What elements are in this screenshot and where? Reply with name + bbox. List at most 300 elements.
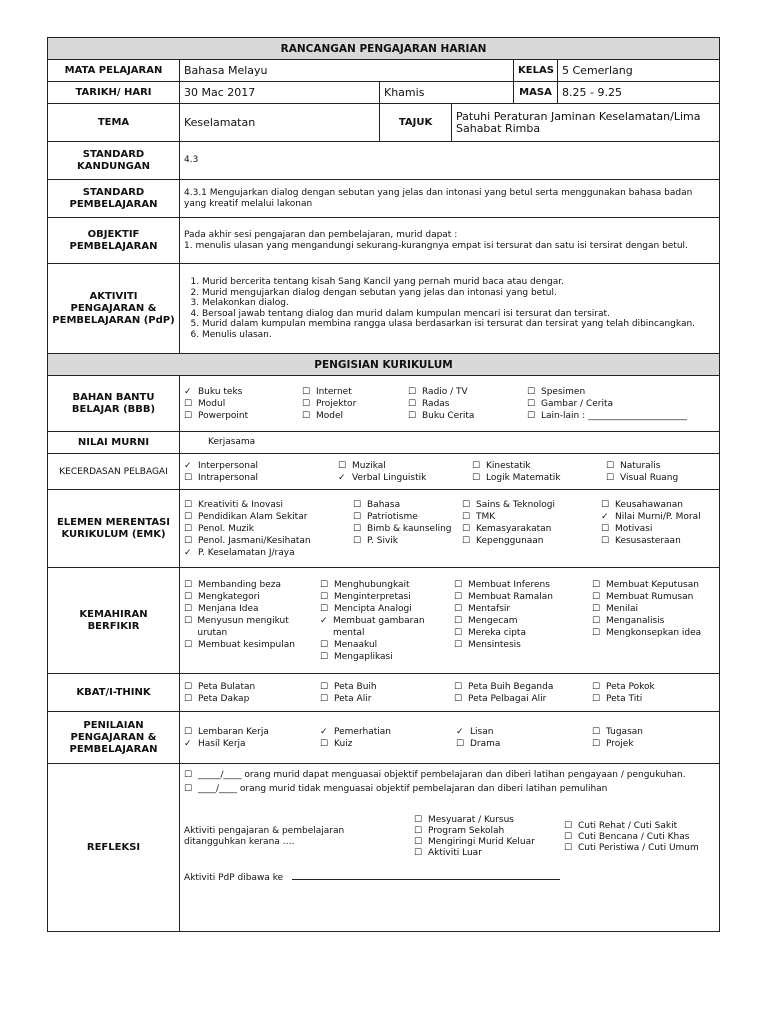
checkbox-icon[interactable]: ☐: [527, 386, 536, 397]
checkbox-icon[interactable]: ☐: [592, 579, 601, 590]
checklist-item[interactable]: [184, 547, 349, 559]
checklist-column: [353, 499, 458, 559]
checklist-item-label: Visual Ruang: [620, 472, 679, 483]
checkbox-icon[interactable]: ✓: [184, 738, 192, 749]
checklist-item-label: Mensintesis: [468, 639, 521, 650]
checklist-item[interactable]: [564, 843, 704, 854]
day-value: Khamis: [380, 82, 514, 104]
checklist-item-label: Kreativiti & Inovasi: [198, 499, 283, 510]
time-value: 8.25 - 9.25: [558, 82, 720, 104]
checklist-item-label: Mencipta Analogi: [334, 603, 412, 614]
checklist-item-label: Peta Dakap: [198, 693, 250, 704]
checklist-item-label: Membuat Ramalan: [468, 591, 553, 602]
checklist-item-label: Spesimen: [541, 386, 586, 397]
checklist-item[interactable]: [353, 535, 458, 547]
checkbox-icon[interactable]: ☐: [472, 460, 481, 471]
checkbox-icon[interactable]: ☐: [454, 603, 463, 614]
checklist-item[interactable]: [606, 472, 716, 484]
checklist-item-label: Mesyuarat / Kursus: [428, 815, 514, 825]
checkbox-icon[interactable]: ☐: [353, 499, 362, 510]
checklist-item[interactable]: [338, 460, 468, 472]
checklist-item[interactable]: [454, 681, 588, 693]
checklist-item-label: Pendidikan Alam Sekitar: [198, 511, 308, 522]
postpone-reasons-a: [414, 815, 564, 859]
checkbox-icon[interactable]: ☐: [320, 603, 329, 614]
checklist-item[interactable]: [456, 726, 588, 738]
checkbox-icon[interactable]: ☐: [184, 535, 193, 546]
checklist-item[interactable]: [353, 511, 458, 523]
checkbox-icon[interactable]: ☐: [338, 460, 347, 471]
checklist-item[interactable]: [592, 579, 722, 591]
checkbox-icon[interactable]: ☐: [184, 410, 193, 421]
checklist-item-label: Hasil Kerja: [198, 738, 246, 749]
bbb-label: BAHAN BANTU BELAJAR (BBB): [48, 376, 180, 432]
checklist-item[interactable]: [414, 815, 564, 826]
topic-label: TAJUK: [380, 104, 452, 142]
reflection-line-1: ☐ _____/____ orang murid dapat menguasai objektif pembelajaran dan diberi latihan pengayaan / pengukuhan.: [184, 770, 686, 780]
checklist-item[interactable]: [184, 603, 316, 615]
theme-value: Keselamatan: [180, 104, 380, 142]
checkbox-icon[interactable]: ☐: [472, 472, 481, 483]
checkbox-icon[interactable]: ☐: [184, 499, 193, 510]
carry-over-field[interactable]: [292, 879, 560, 880]
reflection-label: REFLEKSI: [48, 764, 180, 932]
checklist-column: [320, 579, 450, 663]
checkbox-icon[interactable]: ✓: [601, 511, 609, 522]
checkbox-icon[interactable]: ☐: [408, 410, 417, 421]
checkbox-icon[interactable]: ☐: [353, 511, 362, 522]
checkbox-icon[interactable]: ☐: [592, 738, 601, 749]
checkbox-icon[interactable]: ☐: [184, 681, 193, 692]
checklist-item-label: Membuat Keputusan: [606, 579, 699, 590]
checklist-item-label: Muzikal: [352, 460, 386, 471]
checkbox-icon[interactable]: ☐: [302, 410, 311, 421]
checklist-item[interactable]: [592, 738, 722, 750]
checklist-item[interactable]: [184, 535, 349, 547]
theme-label: TEMA: [48, 104, 180, 142]
checklist-item[interactable]: [462, 523, 597, 535]
checklist-item[interactable]: [414, 837, 564, 848]
learning-standard-value: 4.3.1 Mengujarkan dialog dengan sebutan yang jelas dan intonasi yang betul serta menggunakan bahasa badan yang kreatif melalui lakonan: [180, 180, 720, 218]
lesson-plan-table: [47, 37, 720, 932]
checklist-item[interactable]: [472, 472, 602, 484]
checkbox-icon[interactable]: ☐: [184, 591, 193, 602]
checklist-item[interactable]: [184, 499, 349, 511]
checklist-item-label: Cuti Bencana / Cuti Khas: [578, 831, 690, 842]
checklist-item[interactable]: [320, 681, 450, 693]
assessment-label: PENILAIAN PENGAJARAN & PEMBELAJARAN: [48, 712, 180, 764]
checklist-item-label: Mentafsir: [468, 603, 511, 614]
checkbox-icon[interactable]: ☐: [184, 472, 193, 483]
checkbox-icon[interactable]: ☐: [408, 386, 417, 397]
checklist-item-label: Penol. Jasmani/Kesihatan: [198, 535, 311, 546]
checklist-item-label: Menghubungkait: [334, 579, 410, 590]
checkbox-icon[interactable]: ☐: [302, 398, 311, 409]
checkbox-icon[interactable]: ☐: [527, 398, 536, 409]
checklist-item[interactable]: [320, 639, 450, 651]
checklist-item[interactable]: [320, 693, 450, 705]
checklist-item[interactable]: [462, 511, 597, 523]
checklist-item-label: Sains & Teknologi: [476, 499, 556, 510]
date-label: TARIKH/ HARI: [48, 82, 180, 104]
checklist-item[interactable]: [454, 639, 588, 651]
checklist-item[interactable]: [184, 410, 298, 422]
checklist-item[interactable]: [592, 726, 722, 738]
checkbox-icon[interactable]: ☐: [462, 523, 471, 534]
date-value: 30 Mac 2017: [180, 82, 380, 104]
checklist-item-label: Lisan: [470, 726, 494, 737]
checklist-item-label: Aktiviti Luar: [428, 848, 482, 858]
checklist-item[interactable]: [184, 523, 349, 535]
checklist-item[interactable]: [184, 591, 316, 603]
thinking-skills-grid: [184, 579, 715, 663]
checkbox-icon[interactable]: ☐: [184, 693, 193, 704]
checklist-item[interactable]: [320, 591, 450, 603]
checklist-item-label: Buku teks: [198, 386, 243, 397]
checkbox-icon[interactable]: ☐: [184, 511, 193, 522]
checkbox-icon[interactable]: ☐: [592, 615, 601, 626]
checklist-item-label: Program Sekolah: [428, 826, 505, 836]
checklist-item[interactable]: [472, 460, 602, 472]
checkbox-icon[interactable]: ☐: [414, 826, 423, 836]
checkbox-icon[interactable]: ☐: [184, 523, 193, 534]
checklist-item-label: Motivasi: [615, 523, 653, 534]
reflection-cell: [180, 764, 720, 932]
checklist-item-label: Projektor: [316, 398, 357, 409]
checklist-item-label: Mereka cipta: [468, 627, 526, 638]
checkbox-icon[interactable]: ✓: [184, 460, 192, 471]
class-value: 5 Cemerlang: [558, 60, 720, 82]
multiple-intelligence-grid: [184, 460, 715, 484]
lesson-plan-page: [47, 37, 719, 932]
checklist-item-label: Mengecam: [468, 615, 518, 626]
checkbox-icon[interactable]: ☐: [592, 627, 601, 638]
checkbox-icon[interactable]: ☐: [601, 535, 610, 546]
checkbox-icon[interactable]: ☐: [320, 651, 329, 662]
checklist-item[interactable]: [320, 579, 450, 591]
checklist-item[interactable]: [184, 460, 334, 472]
content-standard-value: 4.3: [180, 142, 720, 180]
checklist-item[interactable]: [414, 848, 564, 859]
checklist-item-label: Membuat kesimpulan: [198, 639, 295, 650]
checkbox-icon[interactable]: ☐: [184, 603, 193, 614]
checkbox-icon[interactable]: ☐: [454, 615, 463, 626]
checkbox-icon[interactable]: ☐: [320, 738, 329, 749]
checklist-item-label: Kinestatik: [486, 460, 531, 471]
learning-standard-label: STANDARD PEMBELAJARAN: [48, 180, 180, 218]
checklist-item[interactable]: [601, 499, 726, 511]
bbb-cell: [180, 376, 720, 432]
checklist-item[interactable]: [184, 472, 334, 484]
checklist-column: [462, 499, 597, 559]
checklist-item-label: Membanding beza: [198, 579, 281, 590]
checklist-item[interactable]: [184, 511, 349, 523]
checkbox-icon[interactable]: ☐: [564, 842, 573, 853]
checklist-item-label: Menyusun mengikut urutan: [197, 615, 289, 638]
checklist-item-label: Peta Buih Beganda: [468, 681, 554, 692]
checkbox-icon[interactable]: ☐: [606, 460, 615, 471]
checklist-item[interactable]: [564, 832, 704, 843]
checklist-item[interactable]: [592, 603, 722, 615]
checklist-item-label: Naturalis: [620, 460, 661, 471]
checklist-item[interactable]: [302, 410, 404, 422]
checkbox-icon[interactable]: ☐: [454, 627, 463, 638]
checklist-item[interactable]: [454, 603, 588, 615]
checklist-item-label: P. Keselamatan J/raya: [198, 547, 295, 558]
list-item: 1. Murid bercerita tentang kisah Sang Kancil yang pernah murid baca atau dengar.: [202, 277, 715, 288]
carry-over-line: Aktiviti PdP dibawa ke: [184, 873, 715, 884]
checklist-item-label: Peta Pelbagai Alir: [468, 693, 547, 704]
checkbox-icon[interactable]: ☐: [462, 499, 471, 510]
checklist-item[interactable]: [454, 591, 588, 603]
checkbox-icon[interactable]: ☐: [606, 472, 615, 483]
bbb-grid: [184, 386, 715, 422]
checkbox-icon[interactable]: ☐: [564, 831, 573, 842]
postpone-reasons-b: [564, 821, 704, 854]
checklist-item[interactable]: [408, 386, 523, 398]
checkbox-icon[interactable]: ☐: [454, 579, 463, 590]
kbat-cell: [180, 674, 720, 712]
checklist-item[interactable]: [184, 738, 316, 750]
checklist-item-label: Model: [316, 410, 344, 421]
checkbox-icon[interactable]: ☐: [454, 639, 463, 650]
emk-label: ELEMEN MERENTASI KURIKULUM (EMK): [48, 490, 180, 568]
checklist-item[interactable]: [462, 535, 597, 547]
activity-cell: [180, 264, 720, 354]
checkbox-icon[interactable]: ☐: [456, 738, 465, 749]
checkbox-icon[interactable]: ✓: [320, 726, 328, 737]
checkbox-icon[interactable]: ☐: [414, 815, 423, 825]
checkbox-icon[interactable]: ☐: [184, 770, 193, 780]
checkbox-icon[interactable]: ☐: [592, 693, 601, 704]
checkbox-icon[interactable]: ☐: [320, 693, 329, 704]
checklist-item[interactable]: [184, 398, 298, 410]
checkbox-icon[interactable]: ☐: [462, 535, 471, 546]
checkbox-icon[interactable]: ☐: [414, 848, 423, 858]
checklist-item-label: Cuti Rehat / Cuti Sakit: [578, 820, 678, 831]
checkbox-icon[interactable]: ✓: [184, 547, 192, 558]
checklist-item-label: Kepenggunaan: [476, 535, 544, 546]
checklist-item-label: Tugasan: [606, 726, 643, 737]
checklist-item-label: Projek: [606, 738, 634, 749]
checklist-item-label: Lain-lain : ______________________: [541, 410, 687, 421]
checklist-item[interactable]: [353, 523, 458, 535]
values-value: Kerjasama: [180, 432, 720, 454]
checklist-item-label: Logik Matematik: [486, 472, 561, 483]
checkbox-icon[interactable]: ✓: [338, 472, 346, 483]
checkbox-icon[interactable]: ☐: [184, 726, 193, 737]
checkbox-icon[interactable]: ☐: [414, 837, 423, 847]
objective-item: 1. menulis ulasan yang mengandungi sekurang-kurangnya empat isi tersurat dan satu isi tersirat dengan betul.: [184, 240, 688, 251]
checklist-item[interactable]: [320, 738, 452, 750]
checkbox-icon[interactable]: ☐: [592, 726, 601, 737]
checkbox-icon[interactable]: ☐: [601, 523, 610, 534]
checkbox-icon[interactable]: ☐: [184, 784, 193, 794]
checklist-item[interactable]: [564, 821, 704, 832]
checkbox-icon[interactable]: ☐: [527, 410, 536, 421]
checkbox-icon[interactable]: ✓: [320, 615, 328, 626]
page-title: RANCANGAN PENGAJARAN HARIAN: [48, 38, 720, 60]
checklist-item[interactable]: [601, 511, 726, 523]
checklist-item[interactable]: [592, 693, 722, 705]
checklist-item-label: Mengaplikasi: [334, 651, 393, 662]
checklist-item[interactable]: [606, 460, 716, 472]
checklist-item[interactable]: [414, 826, 564, 837]
checkbox-icon[interactable]: ☐: [454, 693, 463, 704]
checkbox-icon[interactable]: ☐: [592, 681, 601, 692]
checkbox-icon[interactable]: ☐: [564, 820, 573, 831]
checklist-item[interactable]: [462, 499, 597, 511]
checklist-item-label: Kesusasteraan: [615, 535, 681, 546]
checklist-item-label: Peta Alir: [334, 693, 372, 704]
checklist-item-label: Intrapersonal: [198, 472, 258, 483]
checklist-item-label: Kemasyarakatan: [476, 523, 552, 534]
checklist-item-label: Pemerhatian: [334, 726, 391, 737]
checkbox-icon[interactable]: ☐: [184, 579, 193, 590]
checkbox-icon[interactable]: ☐: [454, 681, 463, 692]
checklist-item[interactable]: [454, 615, 588, 627]
emk-cell: [180, 490, 720, 568]
checklist-column: [601, 499, 726, 559]
checklist-item[interactable]: [592, 627, 722, 639]
checklist-item-label: Membuat Inferens: [468, 579, 550, 590]
checklist-item-label: Mengkategori: [198, 591, 260, 602]
checkbox-icon[interactable]: ☐: [601, 499, 610, 510]
checkbox-icon[interactable]: ☐: [184, 615, 193, 626]
topic-value: Patuhi Peraturan Jaminan Keselamatan/Lima Sahabat Rimba: [452, 104, 720, 142]
checkbox-icon[interactable]: ☐: [302, 386, 311, 397]
checklist-item[interactable]: [302, 386, 404, 398]
checklist-item-label: Menganalisis: [606, 615, 665, 626]
postpone-section: [184, 815, 715, 859]
checklist-item[interactable]: [184, 639, 316, 651]
objective-intro: Pada akhir sesi pengajaran dan pembelajaran, murid dapat :: [184, 229, 458, 240]
list-item: 6. Menulis ulasan.: [202, 330, 715, 341]
checkbox-icon[interactable]: ☐: [408, 398, 417, 409]
checklist-item[interactable]: [527, 398, 717, 410]
assessment-grid: [184, 726, 715, 750]
checklist-item[interactable]: [184, 579, 316, 591]
checkbox-icon[interactable]: ☐: [454, 591, 463, 602]
checkbox-icon[interactable]: ☐: [184, 398, 193, 409]
checklist-item[interactable]: [454, 579, 588, 591]
objective-label: OBJEKTIF PEMBELAJARAN: [48, 218, 180, 264]
checkbox-icon[interactable]: ☐: [320, 639, 329, 650]
checklist-item[interactable]: [320, 726, 452, 738]
subject-label: MATA PELAJARAN: [48, 60, 180, 82]
checklist-item[interactable]: [454, 693, 588, 705]
checklist-item-label: Peta Pokok: [606, 681, 655, 692]
checkbox-icon[interactable]: ☐: [462, 511, 471, 522]
checklist-column: [592, 579, 722, 663]
checklist-item-label: Menilai: [606, 603, 639, 614]
checklist-item[interactable]: [353, 499, 458, 511]
checklist-item[interactable]: [184, 386, 298, 398]
checklist-item[interactable]: [184, 693, 316, 705]
checkbox-icon[interactable]: ☐: [184, 639, 193, 650]
checklist-item-label: Mengkonsepkan idea: [606, 627, 702, 638]
checkbox-icon[interactable]: ✓: [184, 386, 192, 397]
thinking-skills-cell: [180, 568, 720, 674]
activity-list: [184, 277, 715, 340]
checklist-item-label: Peta Bulatan: [198, 681, 256, 692]
multiple-intelligence-cell: [180, 454, 720, 490]
checklist-item[interactable]: [320, 603, 450, 615]
checklist-item[interactable]: [601, 523, 726, 535]
checklist-item-label: Menaakul: [334, 639, 378, 650]
list-item: 3. Melakonkan dialog.: [202, 298, 715, 309]
checklist-item-label: Membuat Rumusan: [606, 591, 694, 602]
kbat-label: KBAT/I-THINK: [48, 674, 180, 712]
checkbox-icon[interactable]: ☐: [320, 591, 329, 602]
checklist-item-label: Menginterpretasi: [334, 591, 411, 602]
checklist-item-label: Kuiz: [334, 738, 353, 749]
checklist-item[interactable]: [408, 398, 523, 410]
checklist-item[interactable]: [320, 651, 450, 663]
activity-label: AKTIVITI PENGAJARAN & PEMBELAJARAN (PdP): [48, 264, 180, 354]
checklist-item-label: Radio / TV: [422, 386, 468, 397]
checklist-item-label: Membuat gambaran mental: [333, 615, 425, 638]
reflection-line-2: ☐ ____/____ orang murid tidak menguasai objektif pembelajaran dan diberi latihan pemulihan: [184, 784, 608, 794]
checklist-column: [454, 579, 588, 663]
kbat-grid: [184, 681, 715, 705]
checklist-item-label: Internet: [316, 386, 352, 397]
checklist-item[interactable]: [456, 738, 588, 750]
checkbox-icon[interactable]: ☐: [592, 591, 601, 602]
checklist-item[interactable]: [338, 472, 468, 484]
emk-grid: [184, 499, 715, 559]
checklist-item-label: Gambar / Cerita: [541, 398, 614, 409]
checklist-item[interactable]: [592, 615, 722, 627]
checklist-item[interactable]: [527, 410, 717, 422]
checklist-item-label: Peta Buih: [334, 681, 377, 692]
list-item: 4. Bersoal jawab tentang dialog dan murid dalam kumpulan mencari isi tersurat dan tersirat.: [202, 309, 715, 320]
checklist-item[interactable]: [320, 615, 450, 639]
checklist-item[interactable]: [527, 386, 717, 398]
checklist-item[interactable]: [454, 627, 588, 639]
checklist-item-label: P. Sivik: [367, 535, 398, 546]
checklist-item-label: Powerpoint: [198, 410, 249, 421]
checklist-item-label: Patriotisme: [367, 511, 418, 522]
checklist-item[interactable]: [592, 681, 722, 693]
checkbox-icon[interactable]: ☐: [353, 535, 362, 546]
checklist-column: [184, 579, 316, 663]
checklist-item-label: Radas: [422, 398, 450, 409]
multiple-intelligence-label: KECERDASAN PELBAGAI: [48, 454, 180, 490]
checklist-item[interactable]: [184, 726, 316, 738]
checklist-item[interactable]: [184, 615, 316, 639]
checklist-item-label: Menjana Idea: [198, 603, 259, 614]
checkbox-icon[interactable]: ✓: [456, 726, 464, 737]
checklist-item[interactable]: [184, 681, 316, 693]
checklist-item-label: Penol. Muzik: [198, 523, 254, 534]
list-item: 5. Murid dalam kumpulan membina rangga ulasa berdasarkan isi tersurat dan tersirat yang telah dibincangkan.: [202, 319, 715, 330]
checkbox-icon[interactable]: ☐: [592, 603, 601, 614]
checklist-item[interactable]: [601, 535, 726, 547]
checklist-item-label: Lembaran Kerja: [198, 726, 269, 737]
checkbox-icon[interactable]: ☐: [320, 579, 329, 590]
list-item: 2. Murid mengujarkan dialog dengan sebutan yang jelas dan intonasi yang betul.: [202, 288, 715, 299]
checklist-item-label: Cuti Peristiwa / Cuti Umum: [578, 842, 699, 853]
checkbox-icon[interactable]: ☐: [320, 681, 329, 692]
objective-cell: [180, 218, 720, 264]
checklist-item[interactable]: [408, 410, 523, 422]
checklist-item-label: Interpersonal: [198, 460, 258, 471]
checklist-item[interactable]: [302, 398, 404, 410]
checkbox-icon[interactable]: ☐: [353, 523, 362, 534]
checklist-item[interactable]: [592, 591, 722, 603]
checklist-column: [184, 499, 349, 559]
